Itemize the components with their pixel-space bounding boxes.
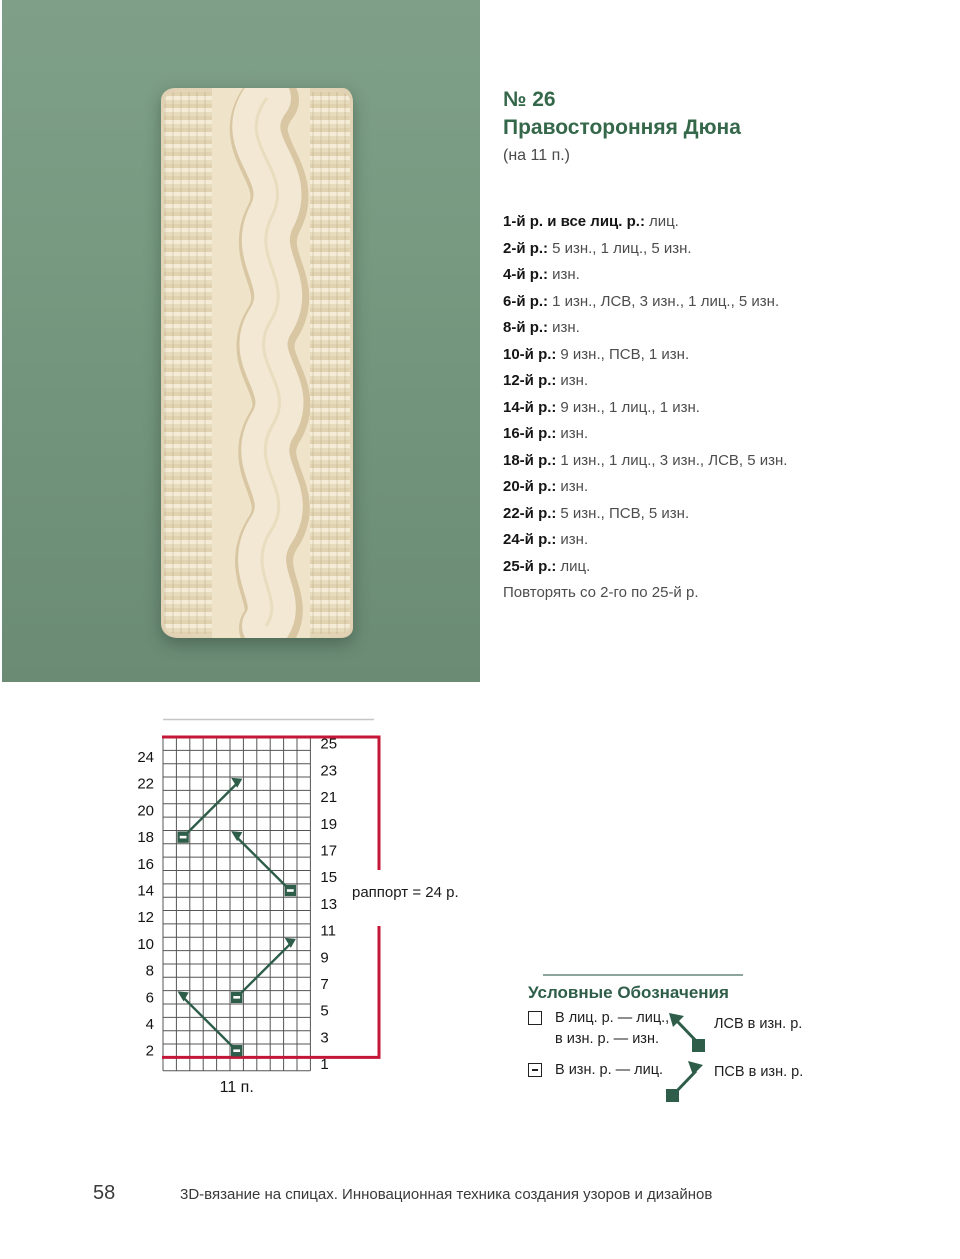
chart-width-label: 11 п. bbox=[219, 1079, 254, 1096]
pattern-row: 10-й р.: 9 изн., ПСВ, 1 изн. bbox=[503, 345, 690, 363]
row-number-left: 4 bbox=[145, 1016, 154, 1034]
legend-item-knit bbox=[528, 1008, 669, 1050]
row-number-left: 24 bbox=[137, 749, 154, 767]
row-number-right: 25 bbox=[320, 735, 338, 753]
row-number-right: 15 bbox=[320, 869, 338, 887]
row-number-left: 10 bbox=[137, 935, 154, 953]
pattern-row: 2-й р.: 5 изн., 1 лиц., 5 изн. bbox=[503, 239, 692, 257]
row-number-left: 2 bbox=[145, 1042, 154, 1060]
legend-item-lsv bbox=[662, 1010, 802, 1058]
row-number-left: 8 bbox=[145, 962, 154, 980]
rapport-label: раппорт = 24 р. bbox=[352, 884, 459, 901]
empty-square-icon bbox=[528, 1011, 542, 1025]
row-number-right: 19 bbox=[320, 815, 338, 833]
pattern-row: 24-й р.: изн. bbox=[503, 531, 589, 548]
legend-item-text: ПСВ в изн. р. bbox=[714, 1064, 804, 1080]
row-number-right: 5 bbox=[320, 1002, 329, 1020]
repeat-note: Повторять со 2-го по 25-й р. bbox=[503, 584, 699, 601]
pattern-row: 25-й р.: лиц. bbox=[503, 557, 591, 575]
row-number-left: 18 bbox=[137, 829, 154, 847]
book-title: 3D-вязание на спицах. Инновационная техника создания узоров и дизайнов bbox=[180, 1186, 713, 1203]
dash-square-icon bbox=[528, 1063, 542, 1077]
lift-line bbox=[183, 784, 237, 837]
lsv-symbol-icon bbox=[662, 1010, 710, 1058]
pattern-row: 20-й р.: изн. bbox=[503, 478, 589, 495]
psv-symbol-icon bbox=[662, 1058, 710, 1106]
row-number-left: 12 bbox=[137, 909, 154, 927]
row-number-left: 22 bbox=[137, 775, 154, 793]
pattern-row: 4-й р.: изн. bbox=[503, 266, 580, 283]
pattern-row: 1-й р. и все лиц. р.: лиц. bbox=[503, 213, 679, 230]
legend-item-text: ЛСВ в изн. р. bbox=[714, 1016, 803, 1032]
row-number-right: 3 bbox=[320, 1029, 329, 1047]
legend-title: Условные Обозначения bbox=[528, 983, 729, 1002]
row-number-left: 20 bbox=[137, 802, 154, 820]
pattern-row: 16-й р.: изн. bbox=[503, 425, 589, 442]
lift-line bbox=[237, 837, 291, 890]
pattern-row: 8-й р.: изн. bbox=[503, 319, 580, 336]
pattern-row: 6-й р.: 1 изн., ЛСВ, 3 изн., 1 лиц., 5 изн. bbox=[503, 292, 780, 310]
pattern-row: 14-й р.: 9 изн., 1 лиц., 1 изн. bbox=[503, 398, 700, 416]
pattern-row: 22-й р.: 5 изн., ПСВ, 5 изн. bbox=[503, 504, 690, 522]
lift-line bbox=[183, 997, 237, 1050]
row-number-right: 13 bbox=[320, 895, 338, 913]
row-number-right: 11 bbox=[320, 922, 336, 940]
row-number-right: 23 bbox=[320, 762, 338, 780]
row-number-right: 9 bbox=[320, 949, 329, 967]
row-number-right: 17 bbox=[320, 842, 338, 860]
row-number-left: 6 bbox=[145, 989, 154, 1007]
legend-item-purl-knit bbox=[528, 1060, 663, 1081]
page-number: 58 bbox=[93, 1182, 116, 1204]
lift-line bbox=[237, 944, 291, 997]
legend-item-text: В изн. р. — лиц. bbox=[555, 1062, 664, 1078]
row-number-right: 21 bbox=[320, 789, 338, 807]
legend-item-psv bbox=[662, 1058, 803, 1106]
pattern-row: 18-й р.: 1 изн., 1 лиц., 3 изн., ЛСВ, 5 изн. bbox=[503, 451, 788, 469]
pattern-row: 12-й р.: изн. bbox=[503, 372, 589, 389]
legend-top-rule bbox=[543, 974, 743, 976]
row-number-left: 16 bbox=[137, 855, 154, 873]
row-number-right: 7 bbox=[320, 975, 329, 993]
row-number-right: 1 bbox=[320, 1056, 329, 1074]
pattern-subtitle: (на 11 п.) bbox=[503, 147, 570, 164]
row-number-left: 14 bbox=[137, 882, 154, 900]
pattern-number: № 26 bbox=[503, 88, 556, 111]
legend-item-text: В лиц. р. — лиц., в изн. р. — изн. bbox=[555, 1010, 670, 1047]
page-title: Правосторонняя Дюна bbox=[503, 116, 741, 139]
